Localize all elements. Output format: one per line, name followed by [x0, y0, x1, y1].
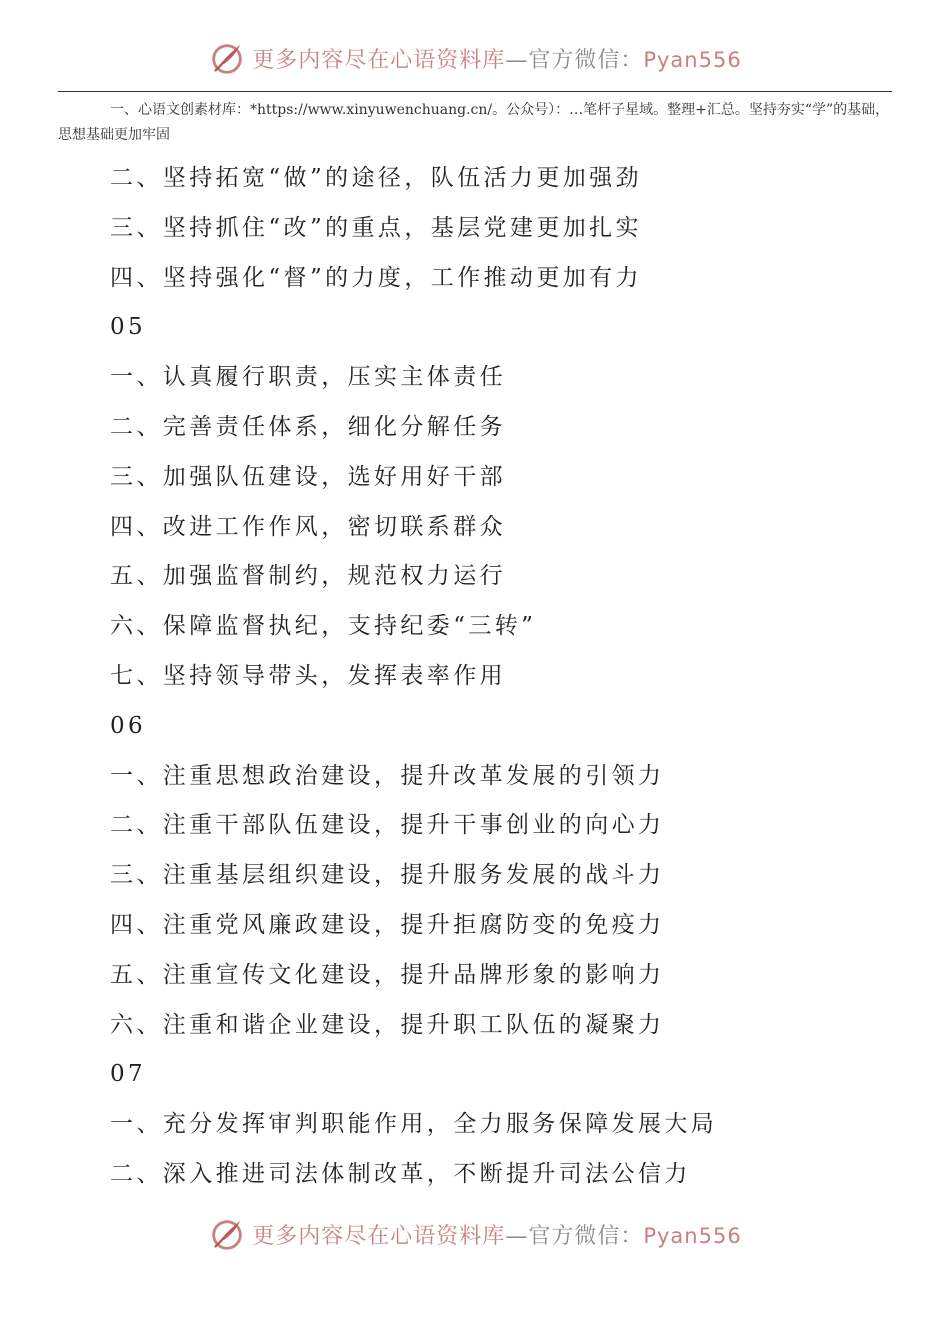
- outline-line: 二、坚持拓宽“做”的途径，队伍活力更加强劲: [110, 165, 642, 191]
- header-watermark: [0, 38, 950, 78]
- watermark-text: [252, 1219, 741, 1250]
- footer-watermark: [0, 1214, 950, 1254]
- outline-list: [110, 154, 890, 1200]
- watermark-text: [252, 43, 741, 74]
- outline-line: 六、保障监督执纪，支持纪委“三转”: [110, 613, 537, 640]
- quill-logo-icon: [208, 39, 246, 77]
- outline-line: 五、加强监督制约，规范权力运行: [110, 563, 506, 590]
- outline-line: 七、坚持领导带头，发挥表率作用: [110, 662, 506, 689]
- outline-line: 二、深入推进司法体制改革，不断提升司法公信力: [110, 1160, 691, 1187]
- outline-line: 四、坚持强化“督”的力度，工作推动更加有力: [110, 264, 642, 291]
- header-divider: [58, 91, 892, 92]
- watermark-brand: 更多内容尽在心语资料库: [252, 1223, 506, 1249]
- section-number: 06: [110, 712, 147, 739]
- watermark-label: 官方微信：: [528, 47, 644, 73]
- outline-line: 二、完善责任体系，细化分解任务: [110, 413, 506, 440]
- section-number: 07: [110, 1061, 147, 1088]
- outline-line: 四、注重党风廉政建设，提升拒腐防变的免疫力: [110, 911, 665, 938]
- section-number: 05: [110, 314, 147, 341]
- outline-line: 一、充分发挥审判职能作用，全力服务保障发展大局: [110, 1111, 718, 1138]
- intro-paragraph: 一、心语文创素材库：*https://www.xinyuwenchuang.cn/。公众号）：…笔杆子星域。整理+汇总。坚持夯实“学”的基础，思想基础更加牢固: [58, 102, 890, 143]
- watermark-account: Pyan556: [643, 1223, 742, 1248]
- watermark-separator: —: [505, 47, 529, 73]
- outline-line: 三、加强队伍建设，选好用好干部: [110, 463, 506, 490]
- quill-logo-icon: [208, 1215, 246, 1253]
- watermark-account: Pyan556: [643, 47, 742, 72]
- outline-line: 六、注重和谐企业建设，提升职工队伍的凝聚力: [110, 1011, 665, 1038]
- watermark-brand: 更多内容尽在心语资料库: [252, 47, 506, 73]
- outline-line: 一、认真履行职责，压实主体责任: [110, 364, 506, 391]
- outline-line: 一、注重思想政治建设，提升改革发展的引领力: [110, 762, 665, 789]
- outline-line: 三、坚持抓住“改”的重点，基层党建更加扎实: [110, 214, 642, 241]
- watermark-label: 官方微信：: [528, 1223, 644, 1249]
- outline-line: 二、注重干部队伍建设，提升干事创业的向心力: [110, 812, 665, 839]
- outline-line: 五、注重宣传文化建设，提升品牌形象的影响力: [110, 961, 665, 988]
- watermark-separator: —: [505, 1223, 529, 1249]
- outline-line: 四、改进工作作风，密切联系群众: [110, 513, 506, 540]
- outline-line: 三、注重基层组织建设，提升服务发展的战斗力: [110, 862, 665, 889]
